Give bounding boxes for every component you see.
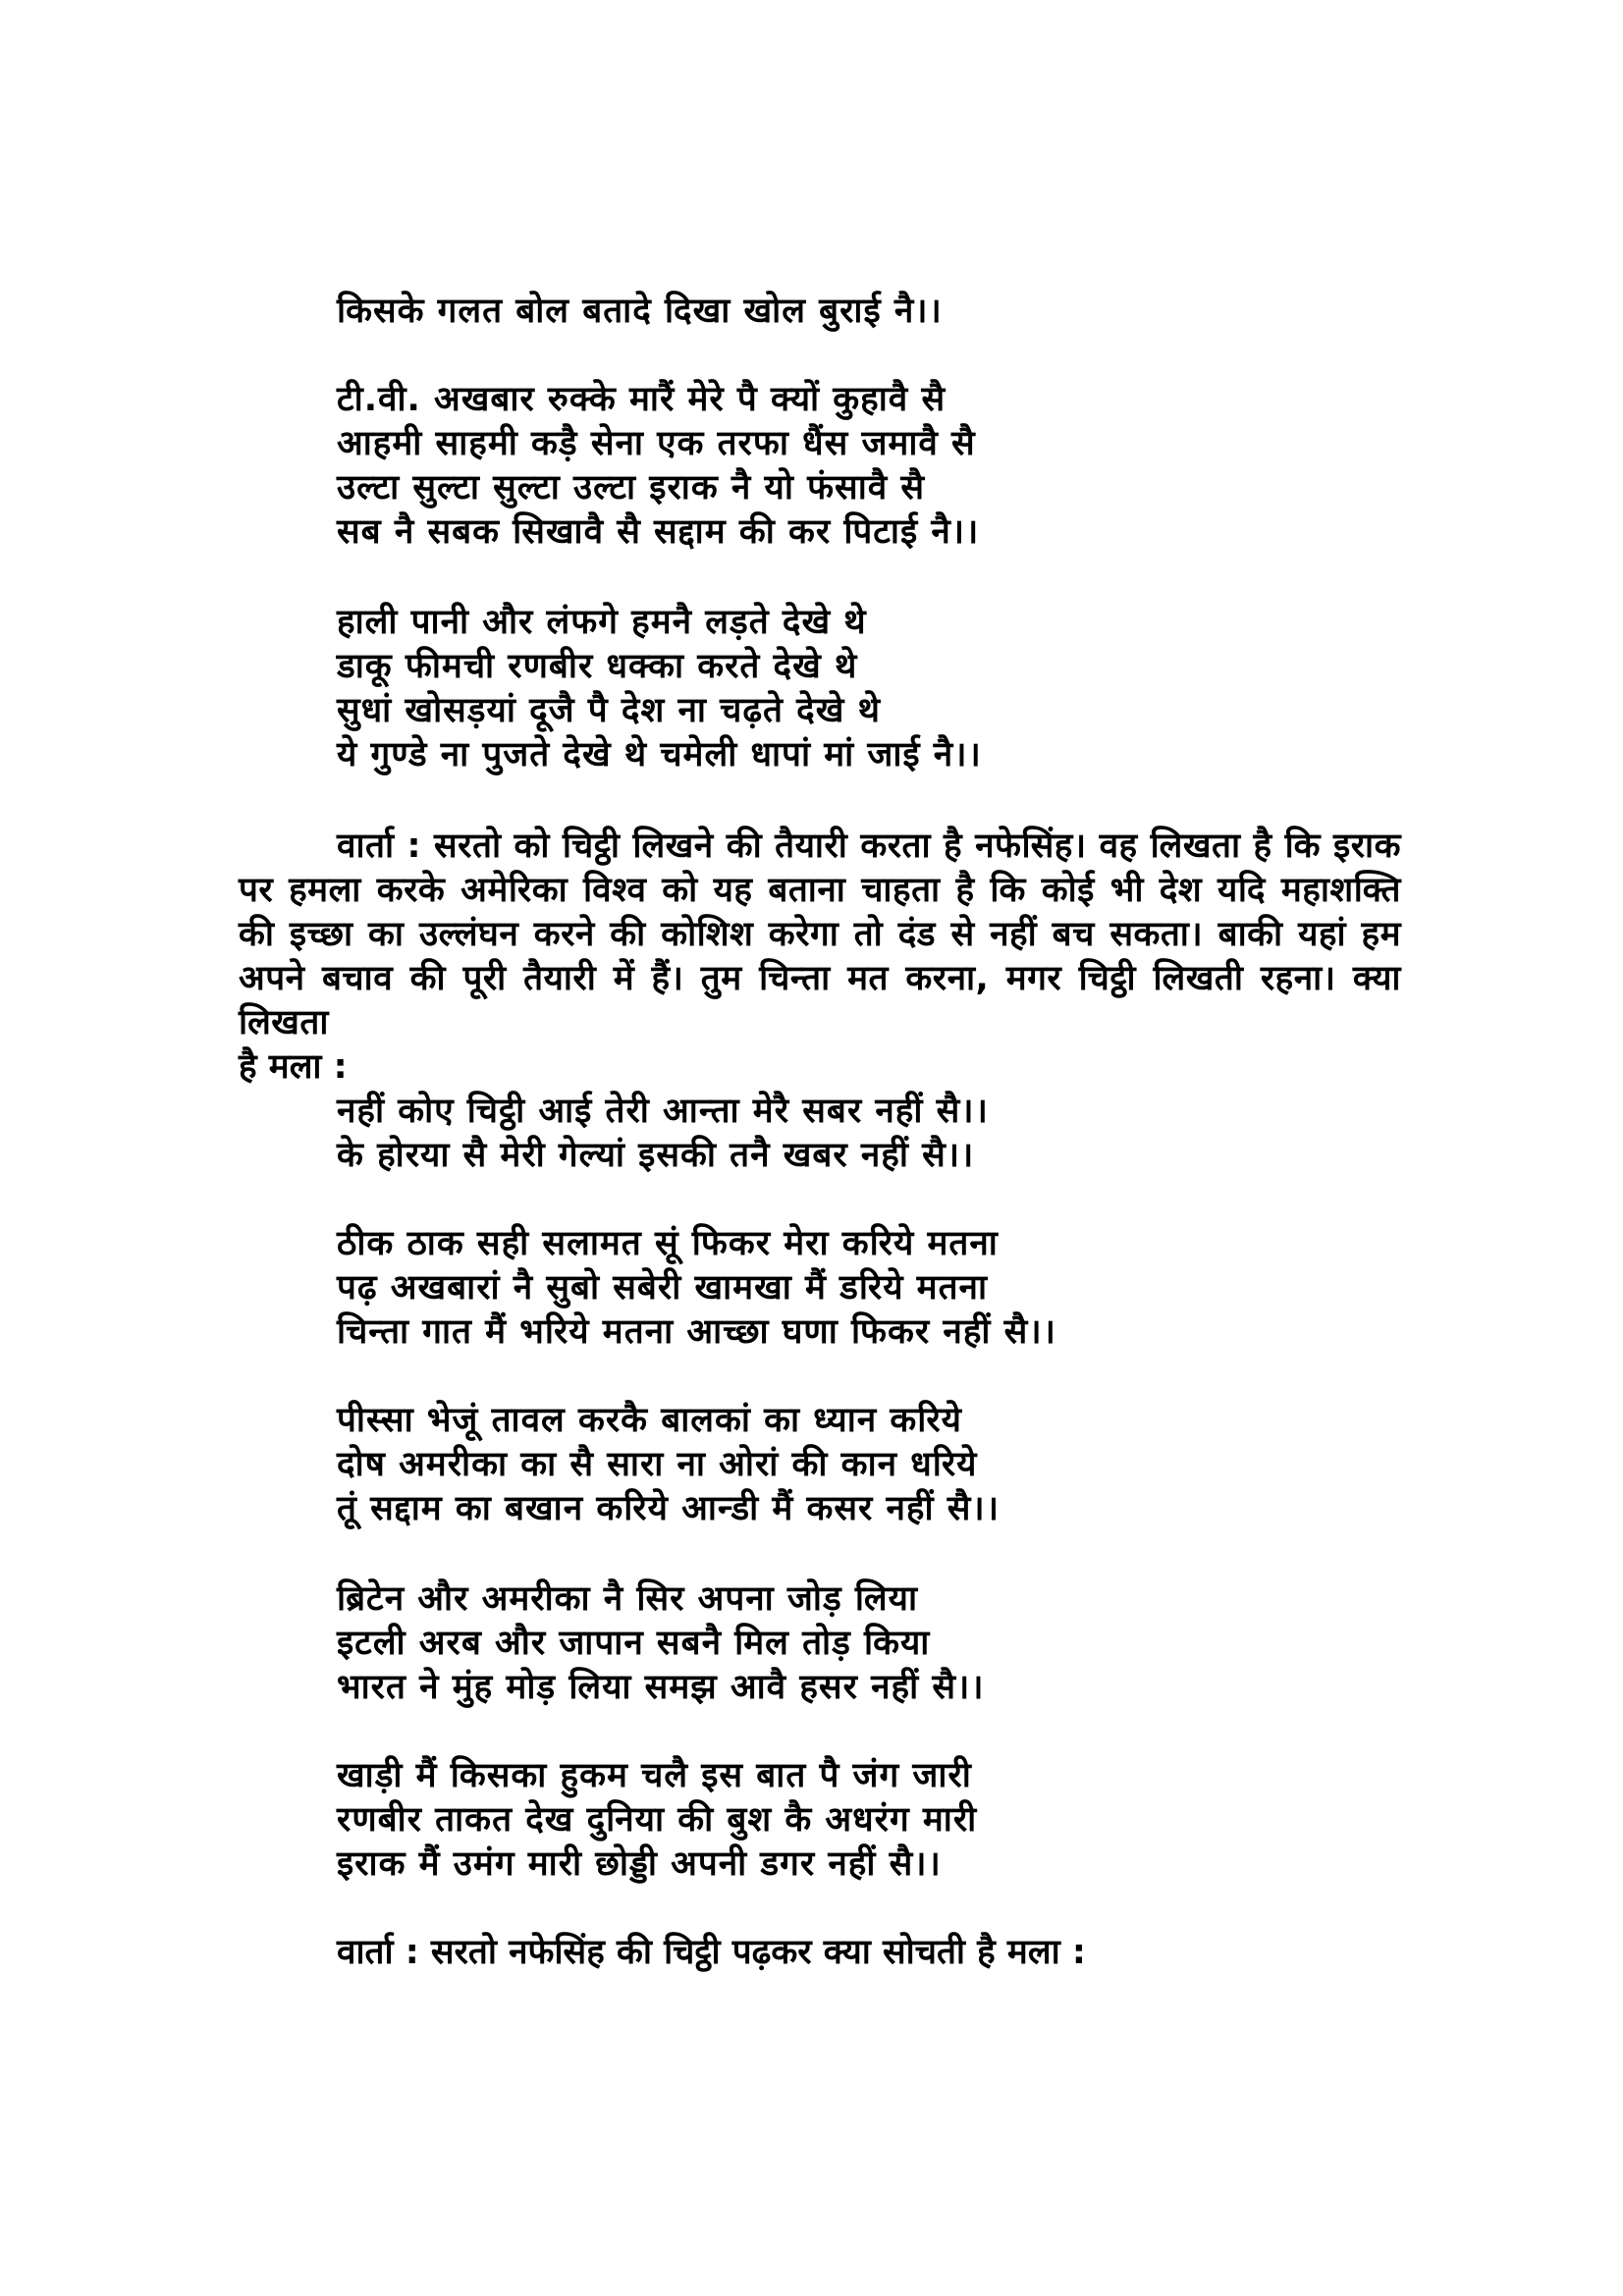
prose-paragraph-2: वार्ता : सरतो नफेसिंह की चिट्ठी पढ़कर क्या सोचती है मला : [337, 1933, 1086, 1972]
prose-paragraph-1: वार्ता : सरतो को चिट्ठी लिखने की तैयारी करता है नफेसिंह। वह लिखता है कि इराक पर हमला करके अमेरिका विश्व को यह बताना चाहता है कि कोई भी देश यदि महाशक्ति की इच्छा का उल्लंघन करने की कोशिश करेगा तो दंड से नहीं बच सकता। बाकी यहां हम अपने बचाव की पूरी तैयारी में हैं। तुम चिन्ता मत करना, मगर चिट्ठी लिखती रहना। क्या लिखता [239, 827, 1401, 1042]
verse-line: रणबीर ताकत देख दुनिया की बुश कै अधरंग मारी [337, 1800, 978, 1840]
prose-paragraph-1-tail: है मला : [239, 1047, 348, 1087]
verse-line: हाली पानी और लंफगे हमनै लड़ते देखे थे [337, 603, 867, 642]
stanza-5 [337, 1399, 1417, 1531]
verse-line: सब नै सबक सिखावै सै सद्दाम की कर पिटाई नै।। [337, 512, 980, 552]
verse-line: भारत ने मुंह मोड़ लिया समझ आवै हसर नहीं सै।। [337, 1668, 985, 1707]
verse-line: चिन्ता गात मैं भरिये मतना आच्छा घणा फिकर नहीं सै।। [337, 1312, 1056, 1352]
verse-line: खाड़ी मैं किसका हुकम चलै इस बात पै जंग जारी [337, 1756, 972, 1795]
verse-line: किसके गलत बोल बतादे दिखा खोल बुराई नै।। [337, 292, 943, 331]
verse-line: टी.वी. अखबार रुक्के मारैं मेरे पै क्यों कुहावै सै [337, 380, 947, 419]
stanza-3 [337, 1090, 1417, 1178]
verse-line: सुधां खोसड़यां दूजै पै देश ना चढ़ते देखे थे [337, 691, 881, 730]
verse-line: पढ़ अखबारां नै सुबो सबेरी खामखा मैं डरिये मतना [337, 1268, 989, 1308]
verse-line-intro [337, 290, 1417, 334]
stanza-4 [337, 1222, 1417, 1355]
verse-line: इटली अरब और जापान सबनै मिल तोड़ किया [337, 1624, 931, 1663]
verse-line: उल्टा सुल्टा सुल्टा उल्टा इराक नै यो फंसावै सै [337, 468, 926, 507]
verse-line: ब्रिटेन और अमरीका नै सिर अपना जोड़ लिया [337, 1579, 919, 1619]
verse-line: तूं सद्दाम का बखान करिये आन्डी मैं कसर नहीं सै।। [337, 1489, 1000, 1528]
stanza-7 [337, 1754, 1417, 1887]
verse-line: ये गुण्डे ना पुजते देखे थे चमेली धापां मां जाई नै।। [337, 735, 982, 774]
verse-line: डाकू फीमची रणबीर धक्का करते देखे थे [337, 647, 858, 686]
verse-line: आहमी साहमी कड़ै सेना एक तरफा धैंस जमावै सै [337, 424, 976, 463]
verse-line: पीस्सा भेजूं तावल करकै बालकां का ध्यान करिये [337, 1401, 962, 1440]
verse-line: दोष अमरीका का सै सारा ना ओरां की कान धरिये [337, 1445, 978, 1484]
verse-line: ठीक ठाक सही सलामत सूं फिकर मेरा करिये मतना [337, 1224, 999, 1263]
verse-line: इराक मैं उमंग मारी छोड्डी अपनी डगर नहीं सै।। [337, 1844, 942, 1884]
verse-line: के होरया सै मेरी गेल्यां इसकी तनै खबर नहीं सै।। [337, 1136, 975, 1175]
stanza-2 [337, 601, 1417, 777]
verse-line: नहीं कोए चिट्ठी आई तेरी आन्ता मेरै सबर नहीं सै।। [337, 1092, 989, 1131]
stanza-6 [337, 1577, 1417, 1710]
stanza-1 [337, 378, 1417, 555]
